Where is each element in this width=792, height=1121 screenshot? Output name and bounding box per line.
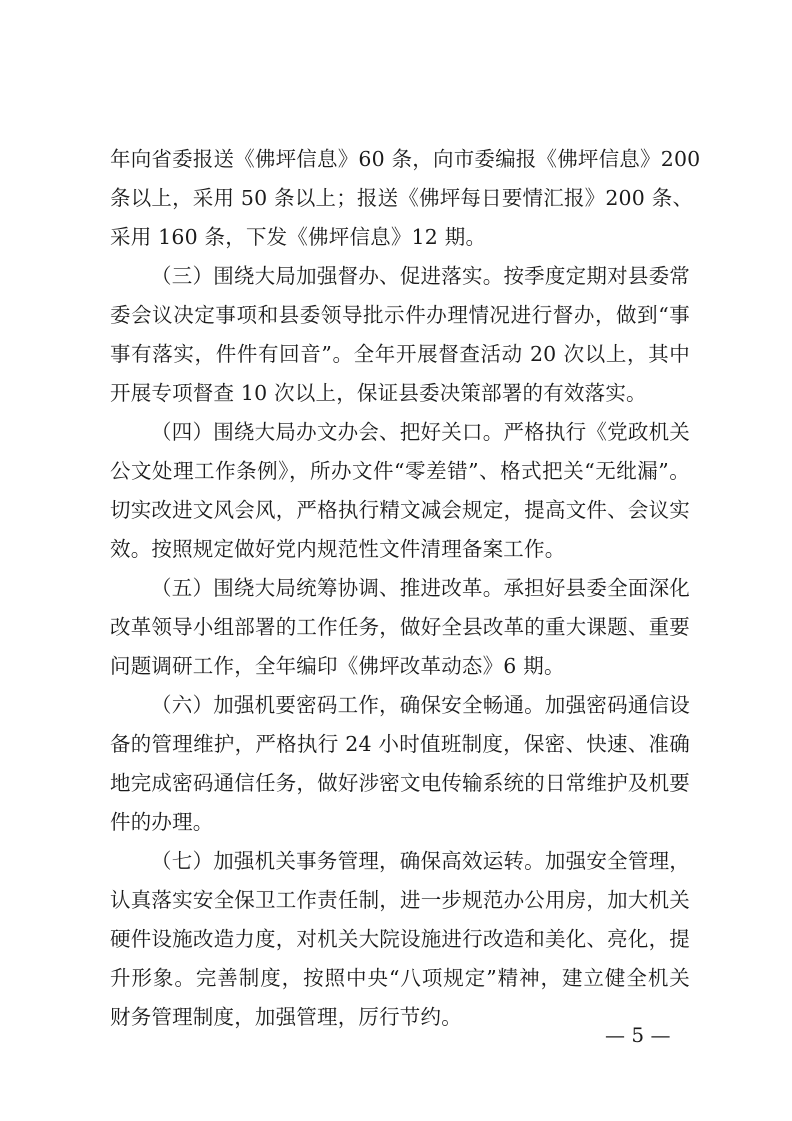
text-line: 备的管理维护，严格执行 24 小时值班制度，保密、快速、准确 <box>110 732 690 756</box>
paragraph-section-4 <box>110 413 690 569</box>
page-number: — 5 — <box>605 1023 671 1047</box>
text-line: 认真落实安全保卫工作责任制，进一步规范办公用房，加大机关 <box>110 888 690 912</box>
paragraph-section-5 <box>110 569 690 686</box>
text-line: （六）加强机要密码工作，确保安全畅通。加强密码通信设 <box>151 693 690 717</box>
text-line: （七）加强机关事务管理，确保高效运转。加强安全管理， <box>151 849 690 873</box>
text-line: 效。按照规定做好党内规范性文件清理备案工作。 <box>110 537 566 561</box>
text-line: （四）围绕大局办文办会、把好关口。严格执行《党政机关 <box>151 420 690 444</box>
text-line: 条以上，采用 50 条以上；报送《佛坪每日要情汇报》200 条、 <box>110 186 694 210</box>
body-text <box>110 140 701 1037</box>
text-line: 问题调研工作，全年编印《佛坪改革动态》6 期。 <box>110 654 565 678</box>
paragraph-section-7 <box>110 842 690 1037</box>
text-line: 升形象。完善制度，按照中央“八项规定”精神，建立健全机关 <box>110 966 690 990</box>
text-line: 采用 160 条，下发《佛坪信息》12 期。 <box>110 225 487 249</box>
text-line: 改革领导小组部署的工作任务，做好全县改革的重大课题、重要 <box>110 615 690 639</box>
paragraph-section-3 <box>110 257 690 413</box>
text-line: 公文处理工作条例》，所办文件“零差错”、格式把关“无纰漏”。 <box>110 459 690 483</box>
text-line: 硬件设施改造力度，对机关大院设施进行改造和美化、亮化，提 <box>110 927 690 951</box>
text-line: 切实改进文风会风，严格执行精文减会规定，提高文件、会议实 <box>110 498 690 522</box>
text-line: 事有落实，件件有回音”。全年开展督查活动 20 次以上，其中 <box>110 342 690 366</box>
text-line: 地完成密码通信任务，做好涉密文电传输系统的日常维护及机要 <box>110 771 690 795</box>
paragraph-continuation <box>110 140 701 257</box>
text-line: 件的办理。 <box>110 810 214 834</box>
text-line: （五）围绕大局统筹协调、推进改革。承担好县委全面深化 <box>151 576 690 600</box>
text-line: 委会议决定事项和县委领导批示件办理情况进行督办，做到“事 <box>110 303 690 327</box>
text-line: 财务管理制度，加强管理，厉行节约。 <box>110 1005 462 1029</box>
text-line: 开展专项督查 10 次以上，保证县委决策部署的有效落实。 <box>110 381 647 405</box>
paragraph-section-6 <box>110 686 690 842</box>
text-line: 年向省委报送《佛坪信息》60 条，向市委编报《佛坪信息》200 <box>110 147 701 171</box>
text-line: （三）围绕大局加强督办、促进落实。按季度定期对县委常 <box>151 264 690 288</box>
